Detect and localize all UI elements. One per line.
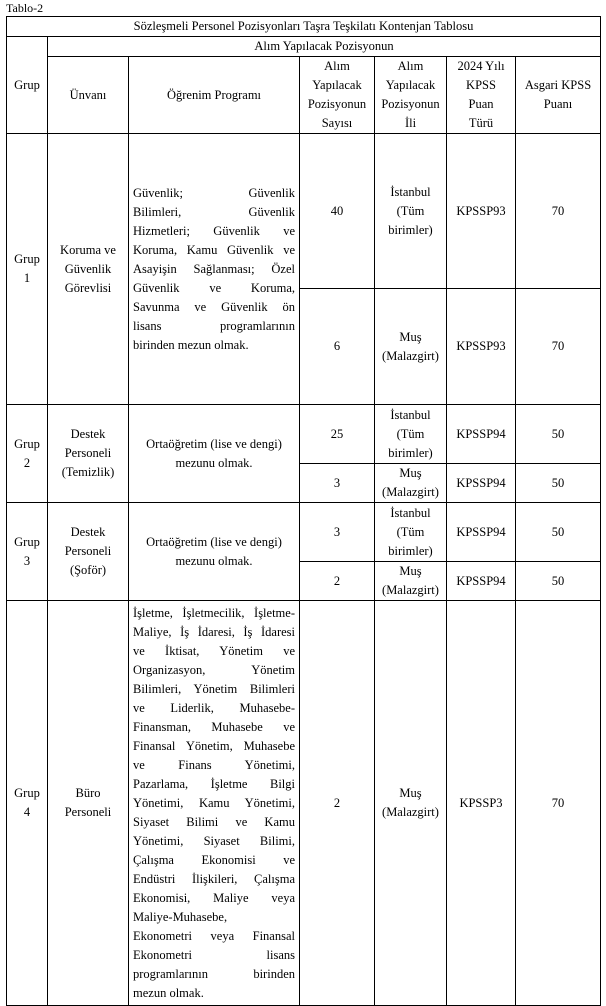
cell-line: 3 xyxy=(23,553,31,568)
cell-line: (Malazgirt) xyxy=(382,348,439,363)
cell-line: İstanbul xyxy=(390,407,431,422)
cell-line: 2024 Yılı xyxy=(457,59,505,73)
ogrenim-cell xyxy=(129,405,300,503)
cell-line: Ortaöğretim (lise ve dengi) xyxy=(146,534,282,549)
unvan-cell xyxy=(48,601,129,1006)
cell-line: Koruma ve xyxy=(60,242,116,257)
ogrenim-cell xyxy=(129,601,300,1006)
cell-line: Türü xyxy=(468,116,494,130)
il-cell xyxy=(375,464,447,503)
cell-line: Personeli xyxy=(64,544,112,558)
table-title: Sözleşmeli Personel Pozisyonları Taşra Teşkilatı Kontenjan Tablosu xyxy=(7,17,601,37)
grup-cell xyxy=(7,601,48,1006)
header-puan-turu xyxy=(447,57,516,134)
unvan-cell xyxy=(48,405,129,503)
cell-line: (Şoför) xyxy=(69,563,107,577)
ogrenim-line: Koruma, Kamu Güvenlik ve xyxy=(133,242,295,257)
ogrenim-line: lisans programlarının xyxy=(133,318,295,333)
il-cell xyxy=(375,601,447,1006)
cell-line: Pozisyonun xyxy=(307,97,367,111)
ogrenim-line: Güvenlik; Güvenlik xyxy=(133,185,295,200)
cell-line: Alım xyxy=(397,59,424,73)
ogrenim-line: Maliye-Muhasebe, xyxy=(133,909,228,924)
asgari-cell: 50 xyxy=(516,405,601,464)
cell-line: birimler) xyxy=(388,543,433,558)
ogrenim-line: Yönetimi, Kamu Yönetimi, xyxy=(133,795,295,810)
cell-line: Personeli xyxy=(64,446,112,460)
ogrenim-line: İşletme, İşletmecilik, İşletme- xyxy=(133,605,295,620)
cell-line: Muş xyxy=(399,786,422,800)
cell-line: Pozisyonun xyxy=(381,97,440,111)
sayi-cell: 3 xyxy=(300,503,375,562)
cell-line: Yapılacak xyxy=(312,78,362,92)
cell-line: (Tüm xyxy=(396,203,425,218)
header-grup: Grup xyxy=(7,37,48,134)
il-cell xyxy=(375,562,447,601)
ogrenim-line: programlarının birinden xyxy=(133,966,295,981)
asgari-cell: 70 xyxy=(516,134,601,289)
table-caption: Tablo-2 xyxy=(6,1,44,15)
il-cell xyxy=(375,503,447,562)
ogrenim-line: Ekonometri lisans xyxy=(133,947,295,962)
ogrenim-line: Bilimleri, Güvenlik xyxy=(133,204,295,219)
puan-turu-cell: KPSSP93 xyxy=(447,134,516,289)
header-il xyxy=(375,57,447,134)
ogrenim-cell xyxy=(129,134,300,405)
asgari-cell: 70 xyxy=(516,289,601,405)
cell-line: Alım xyxy=(324,59,350,73)
table-row xyxy=(7,503,601,562)
cell-line: Puan xyxy=(468,97,494,111)
table-row xyxy=(7,601,601,1006)
ogrenim-line: Ekonomisi, Maliye veya xyxy=(133,890,295,905)
cell-line: Personeli xyxy=(64,805,112,819)
cell-line: (Tüm xyxy=(396,426,425,441)
grup-cell xyxy=(7,405,48,503)
table-row xyxy=(7,134,601,289)
sayi-cell: 25 xyxy=(300,405,375,464)
ogrenim-line: Asayişin Sağlanması; Özel xyxy=(133,261,295,276)
cell-line: birimler) xyxy=(388,445,433,460)
cell-line: Grup xyxy=(14,786,40,800)
ogrenim-line: Endüstri İlişkileri, Çalışma xyxy=(133,871,295,886)
ogrenim-line: Ekonometri veya Finansal xyxy=(133,928,295,943)
ogrenim-line: Pazarlama, İşletme Bilgi xyxy=(133,776,295,791)
puan-turu-cell: KPSSP94 xyxy=(447,562,516,601)
ogrenim-line: ve Liderlik, Muhasebe- xyxy=(133,700,295,715)
header-unvan: Ünvanı xyxy=(48,57,129,134)
sayi-cell: 6 xyxy=(300,289,375,405)
puan-turu-cell: KPSSP94 xyxy=(447,464,516,503)
cell-line: Grup xyxy=(14,252,40,266)
ogrenim-line: Maliye, İş İdaresi, İş İdaresi xyxy=(133,624,295,639)
cell-line: Muş xyxy=(399,564,422,578)
cell-line: Sayısı xyxy=(321,116,353,130)
ogrenim-line: Hizmetleri; Güvenlik ve xyxy=(133,223,295,238)
cell-line: Ortaöğretim (lise ve dengi) xyxy=(146,436,282,451)
ogrenim-line: Çalışma Ekonomisi ve xyxy=(133,852,295,867)
ogrenim-line: Bilimleri, Yönetim Bilimleri xyxy=(133,681,295,696)
ogrenim-line: Yönetimi, Siyaset Bilimi, xyxy=(133,833,295,848)
il-cell xyxy=(375,134,447,289)
cell-line: Yapılacak xyxy=(385,78,436,92)
puan-turu-cell: KPSSP93 xyxy=(447,289,516,405)
cell-line: Destek xyxy=(70,427,106,441)
quota-table xyxy=(6,16,601,1006)
cell-line: İstanbul xyxy=(390,184,431,199)
cell-line: 2 xyxy=(23,455,31,470)
ogrenim-line: Finansman, Muhasebe ve xyxy=(133,719,295,734)
ogrenim-line: Güvenlik ve Koruma, xyxy=(133,280,295,295)
cell-line: KPSS xyxy=(466,78,496,92)
cell-line: Muş xyxy=(399,466,422,480)
grup-cell xyxy=(7,134,48,405)
sayi-cell: 40 xyxy=(300,134,375,289)
cell-line: 1 xyxy=(23,271,31,285)
sayi-cell: 2 xyxy=(300,562,375,601)
sayi-cell: 2 xyxy=(300,601,375,1006)
ogrenim-cell xyxy=(129,503,300,601)
cell-line: (Malazgirt) xyxy=(382,805,439,819)
cell-line: İstanbul xyxy=(390,505,431,520)
cell-line: Büro xyxy=(75,786,101,800)
grup-cell xyxy=(7,503,48,601)
il-cell xyxy=(375,289,447,405)
ogrenim-line: Organizasyon, Yönetim xyxy=(133,662,295,677)
unvan-cell xyxy=(48,134,129,405)
asgari-cell: 50 xyxy=(516,562,601,601)
ogrenim-line: Siyaset Bilimi ve Kamu xyxy=(133,814,295,829)
ogrenim-line: ve Finans Yönetimi, xyxy=(133,757,295,772)
asgari-cell: 50 xyxy=(516,503,601,562)
cell-line: mezunu olmak. xyxy=(175,553,253,568)
cell-line: Muş xyxy=(399,329,422,344)
cell-line: Güvenlik xyxy=(64,261,112,276)
puan-turu-cell: KPSSP94 xyxy=(447,503,516,562)
cell-line: İli xyxy=(404,116,417,130)
ogrenim-line: mezun olmak. xyxy=(133,985,204,1000)
unvan-cell xyxy=(48,503,129,601)
ogrenim-line: birinden mezun olmak. xyxy=(133,337,249,352)
cell-line: birimler) xyxy=(388,222,433,237)
cell-line: (Tüm xyxy=(396,524,425,539)
cell-line: (Malazgirt) xyxy=(382,583,439,597)
puan-turu-cell: KPSSP3 xyxy=(447,601,516,1006)
cell-line: Grup xyxy=(14,436,40,451)
cell-line: mezunu olmak. xyxy=(175,455,253,470)
cell-line: 4 xyxy=(23,805,31,819)
header-position-group: Alım Yapılacak Pozisyonun xyxy=(48,37,601,57)
cell-line: Asgari KPSS xyxy=(524,78,592,92)
ogrenim-line: Savunma ve Güvenlik ön xyxy=(133,299,295,314)
header-asgari xyxy=(516,57,601,134)
cell-line: Puanı xyxy=(543,97,573,111)
cell-line: Grup xyxy=(14,534,40,549)
cell-line: Görevlisi xyxy=(64,280,112,295)
asgari-cell: 50 xyxy=(516,464,601,503)
table-row xyxy=(7,405,601,464)
cell-line: (Temizlik) xyxy=(61,465,115,479)
asgari-cell: 70 xyxy=(516,601,601,1006)
ogrenim-line: ve İktisat, Yönetim ve xyxy=(133,643,295,658)
header-sayi xyxy=(300,57,375,134)
cell-line: (Malazgirt) xyxy=(382,485,439,499)
cell-line: Destek xyxy=(70,525,106,539)
ogrenim-line: Finansal Yönetim, Muhasebe xyxy=(133,738,295,753)
header-ogrenim: Öğrenim Programı xyxy=(129,57,300,134)
sayi-cell: 3 xyxy=(300,464,375,503)
il-cell xyxy=(375,405,447,464)
puan-turu-cell: KPSSP94 xyxy=(447,405,516,464)
